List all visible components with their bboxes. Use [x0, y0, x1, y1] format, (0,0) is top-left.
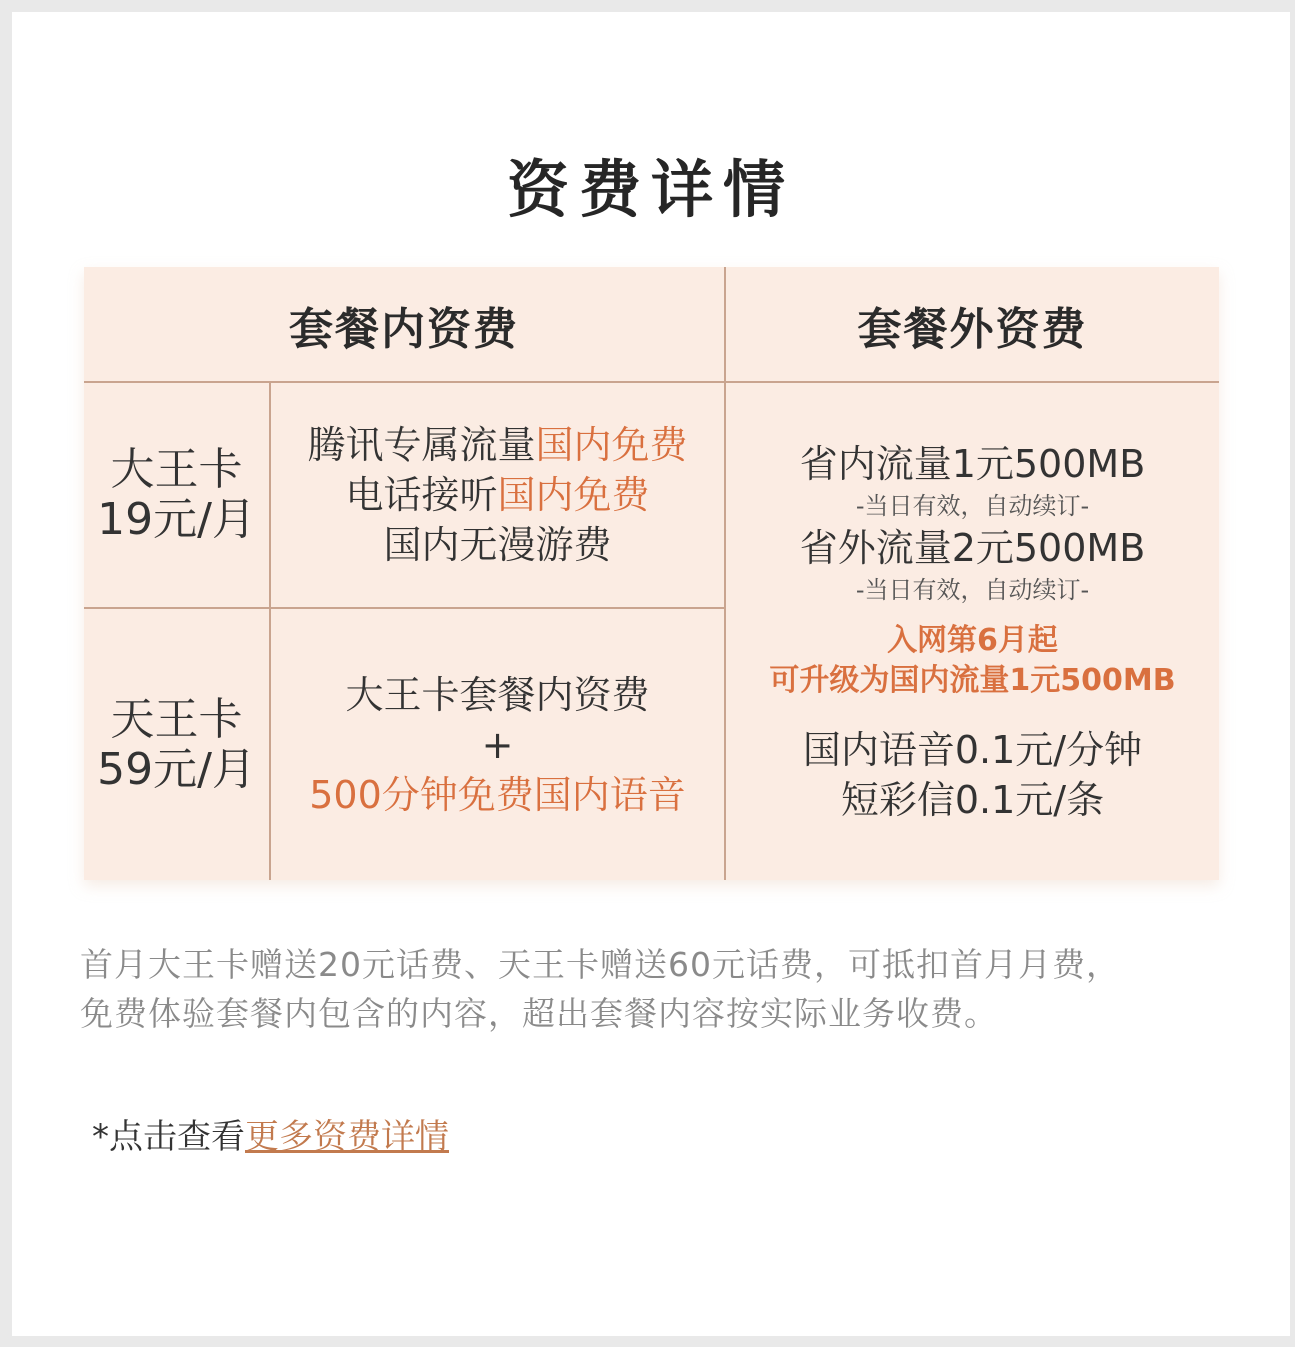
gift-note-line: 免费体验套餐内包含的内容，超出套餐内容按实际业务收费。 [80, 994, 998, 1033]
plan-price: 59元/月 [97, 743, 256, 795]
upgrade-promo: 入网第6月起 [887, 622, 1058, 658]
plan-name-cell [84, 609, 269, 880]
plan-included-cell [271, 609, 724, 880]
plan-price: 19元/月 [97, 494, 256, 545]
plan-name: 大王卡 [110, 444, 243, 495]
header-included-fees: 套餐内资费 [289, 304, 519, 355]
sms-rate: 短彩信0.1元/条 [840, 777, 1105, 822]
voice-rate: 国内语音0.1元/分钟 [802, 727, 1143, 772]
more-prefix: *点击查看 [92, 1117, 245, 1157]
plan-name: 天王卡 [110, 693, 243, 745]
included-line: 电话接听国内免费 [345, 473, 650, 517]
upgrade-promo: 可升级为国内流量1元500MB [769, 662, 1176, 698]
page-title: 资费详情 [506, 153, 795, 226]
more-details-link[interactable]: 更多资费详情 [245, 1117, 449, 1157]
plan-included-cell [271, 383, 724, 607]
extra-fees-cell [726, 383, 1219, 880]
included-line: 腾讯专属流量国内免费 [307, 423, 688, 467]
more-details [92, 1109, 449, 1158]
data-in-province: 省内流量1元500MB [799, 441, 1146, 486]
included-line: 国内无漫游费 [383, 523, 612, 567]
gift-note [80, 940, 1220, 1038]
included-line: 大王卡套餐内资费 [345, 672, 650, 717]
included-line: 500分钟免费国内语音 [309, 772, 686, 817]
tariff-table [84, 267, 1219, 880]
plan-name-cell [84, 383, 269, 607]
header-extra-fees: 套餐外资费 [857, 304, 1088, 355]
renewal-note: -当日有效，自动续订- [855, 575, 1090, 604]
renewal-note: -当日有效，自动续订- [855, 491, 1090, 520]
data-out-province: 省外流量2元500MB [799, 525, 1146, 570]
gift-note-line: 首月大王卡赠送20元话费、天王卡赠送60元话费，可抵扣首月月费， [80, 945, 1120, 984]
tariff-card [12, 12, 1290, 1336]
included-line: + [481, 722, 514, 767]
